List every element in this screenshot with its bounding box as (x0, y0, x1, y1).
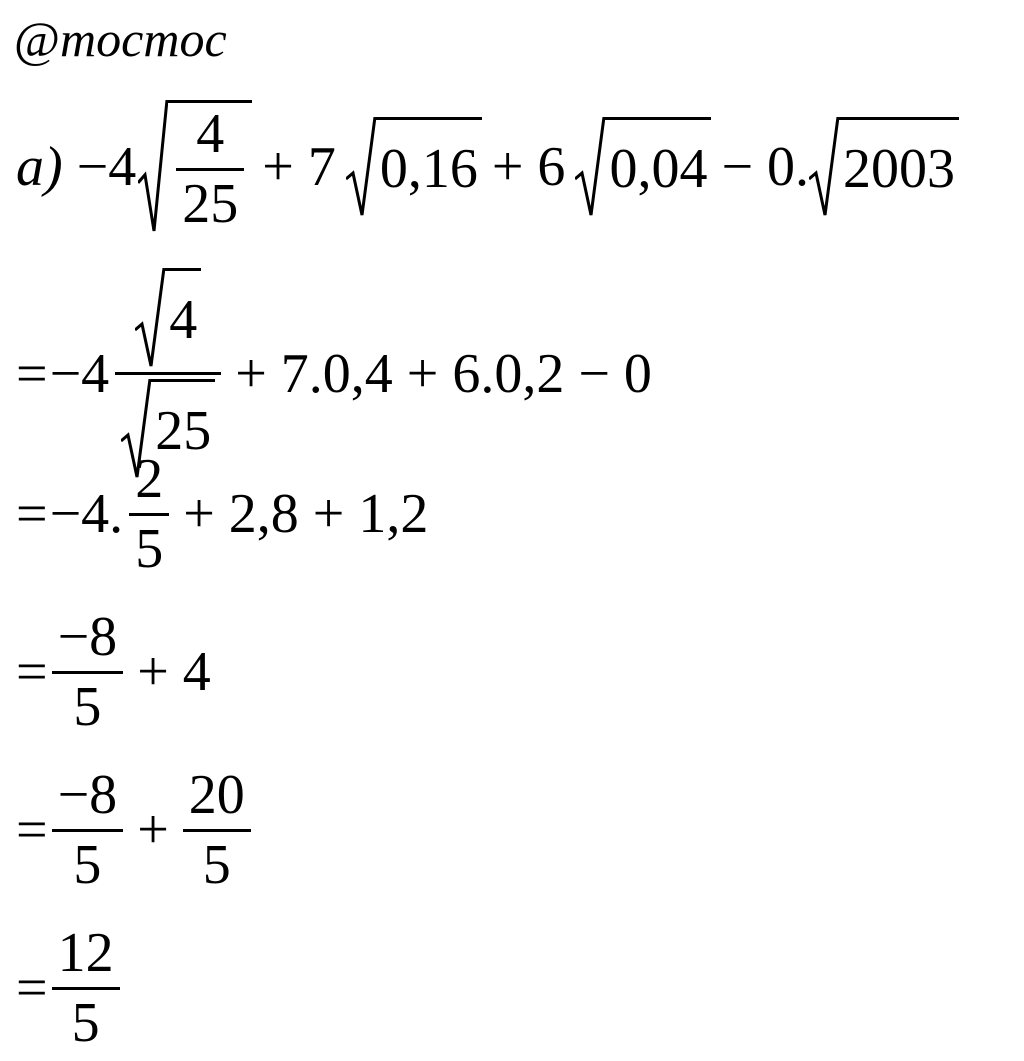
handle-name: mocmoc (60, 11, 227, 67)
equals-sign: = (16, 957, 48, 1020)
equals-sign: = (16, 483, 48, 546)
fraction-2-over-5 (129, 450, 169, 579)
expression-line-2 (16, 268, 662, 479)
radical-sign-icon (809, 117, 839, 217)
fraction-denominator: 5 (71, 991, 100, 1054)
fraction-numerator: 12 (57, 922, 114, 984)
expression-line-1 (16, 100, 959, 234)
sqrt-0-04 (575, 117, 711, 217)
expression-line-5 (16, 766, 255, 895)
fraction-minus8-over-5 (52, 766, 124, 895)
sqrt-fraction (138, 100, 252, 234)
fraction-denominator: 5 (135, 517, 164, 580)
radical-sign-icon (138, 100, 168, 234)
author-handle (14, 11, 227, 67)
fraction-20-over-5 (183, 766, 251, 895)
coefficient-minus-4-dot: −4. (49, 483, 124, 546)
fraction-minus8-over-5 (52, 608, 124, 737)
radicand: 4 (165, 268, 201, 368)
fraction-numerator: 2 (135, 448, 164, 510)
fraction-bar (52, 829, 124, 832)
fraction-denominator: 5 (73, 833, 102, 896)
radicand: 25 (151, 379, 215, 479)
term-plus-7: + 7 (262, 135, 336, 198)
fraction-bar (176, 168, 244, 171)
expression-line-3 (16, 450, 438, 579)
equals-sign: = (16, 799, 48, 862)
coefficient-minus-4: −4 (76, 135, 137, 198)
fraction-denominator: 25 (182, 172, 239, 235)
at-sign: @ (14, 11, 61, 67)
fraction-sqrt4-over-sqrt25 (115, 268, 221, 479)
remaining-terms: + 4 (137, 641, 211, 704)
radicand: 0,16 (376, 117, 482, 217)
plus-sign: + (137, 799, 169, 862)
remaining-terms: + 7.0,4 + 6.0,2 − 0 (235, 342, 652, 405)
expression-line-4 (16, 608, 221, 737)
term-minus-0: − 0. (721, 135, 810, 198)
radical-sign-icon (135, 268, 165, 368)
fraction-denominator: 5 (73, 675, 102, 738)
fraction-numerator: −8 (57, 764, 118, 826)
fraction-bar (115, 372, 221, 375)
term-plus-6: + 6 (491, 135, 566, 198)
fraction-numerator: 4 (196, 103, 225, 165)
part-label: a) (16, 135, 63, 198)
sqrt-0-16 (346, 117, 482, 217)
fraction-denominator: 5 (202, 833, 231, 896)
fraction-bar (52, 671, 124, 674)
sqrt-4 (135, 268, 201, 368)
radicand: 2003 (839, 117, 959, 217)
fraction-4-over-25 (176, 105, 244, 234)
radicand: 0,04 (605, 117, 711, 217)
remaining-terms: + 2,8 + 1,2 (183, 483, 429, 546)
fraction-12-over-5 (52, 924, 120, 1053)
expression-line-6 (16, 924, 124, 1053)
radical-sign-icon (346, 117, 376, 217)
equals-sign: = (16, 342, 48, 405)
coefficient-minus-4: −4 (49, 342, 110, 405)
fraction-numerator: 20 (188, 764, 245, 826)
fraction-bar (183, 829, 251, 832)
radical-sign-icon (575, 117, 605, 217)
fraction-numerator: −8 (57, 606, 118, 668)
fraction-bar (52, 987, 120, 990)
sqrt-2003 (809, 117, 959, 217)
equals-sign: = (16, 641, 48, 704)
fraction-bar (129, 513, 169, 516)
